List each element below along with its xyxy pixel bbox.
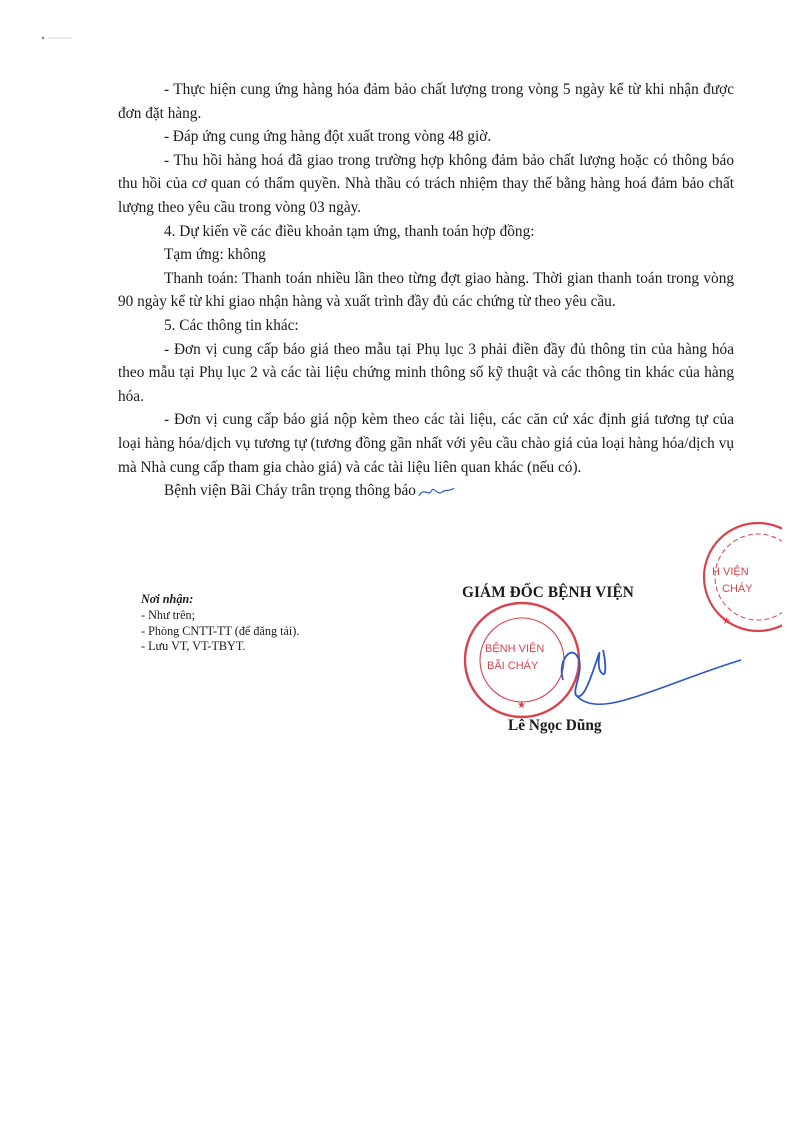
scan-mark [38,32,78,44]
heading-other-info: 5. Các thông tin khác: [164,316,299,334]
partial-stamp [682,520,782,638]
initial-mark [416,484,456,500]
paragraph-recall: - Thu hồi hàng hoá đã giao trong trường hợp không đảm bảo chất lượng hoặc có thông báo thu hồi của cơ quan có thẩm quyền. Nhà thầu có trách nhiệm thay thế bằng hàng hoá đảm bảo chất lượng theo yêu cầu trong vòng 03 ngày. [118,151,734,216]
paragraph-supply-5-days: - Thực hiện cung ứng hàng hóa đảm bảo chất lượng trong vòng 5 ngày kể từ khi nhận được đơn đặt hàng. [118,81,734,122]
stamp-line1: BỆNH VIỆN [485,643,545,655]
recipient-item: - Phòng CNTT-TT (để đăng tải). [141,623,300,638]
closing-text: Bệnh viện Bãi Cháy trân trọng thông báo [164,482,416,500]
svg-text:★: ★ [517,700,526,711]
partial-stamp-line1: H VIỆN [712,566,749,578]
svg-text:★: ★ [722,616,731,627]
stamp-line2: BÃI CHÁY [487,660,539,672]
partial-stamp-line2: CHÁY [722,583,753,595]
recipient-item: - Như trên; [141,607,195,622]
document-body [118,78,734,503]
recipient-item: - Lưu VT, VT-TBYT. [141,639,246,654]
director-signature [545,630,755,712]
paragraph-payment: Thanh toán: Thanh toán nhiều lần theo từng đợt giao hàng. Thời gian thanh toán trong vòng 90 ngày kể từ khi giao nhận hàng và xuất trình đầy đủ các chứng từ theo yêu cầu. [118,269,734,311]
paragraph-urgent-48h: - Đáp ứng cung ứng hàng đột xuất trong vòng 48 giờ. [164,128,492,146]
heading-payment-terms: 4. Dự kiến về các điều khoản tạm ứng, thanh toán hợp đồng: [164,222,535,240]
recipients-title: Nơi nhận: [141,592,194,606]
closing-line [118,479,734,503]
signer-name: Lê Ngọc Dũng [508,717,602,734]
recipients-list [141,608,299,655]
signer-title: GIÁM ĐỐC BỆNH VIỆN [462,584,634,601]
recipients-block [141,592,299,655]
paragraph-quote-form: - Đơn vị cung cấp báo giá theo mẫu tại Phụ lục 3 phải điền đầy đủ thông tin của hàng hóa theo mẫu tại Phụ lục 2 và các tài liệu chứng minh thông số kỹ thuật và các thông tin khác của hàng hóa. [118,340,734,405]
paragraph-quote-docs: - Đơn vị cung cấp báo giá nộp kèm theo các tài liệu, các căn cứ xác định giá tương tự của loại hàng hóa/dịch vụ tương tự (tương đồng gần nhất với yêu cầu chào giá của loại hàng hóa/dịch vụ mà Nhà cung cấp tham gia chào giá) và các tài liệu liên quan khác (nếu có). [118,411,734,476]
paragraph-advance: Tạm ứng: không [164,246,266,264]
